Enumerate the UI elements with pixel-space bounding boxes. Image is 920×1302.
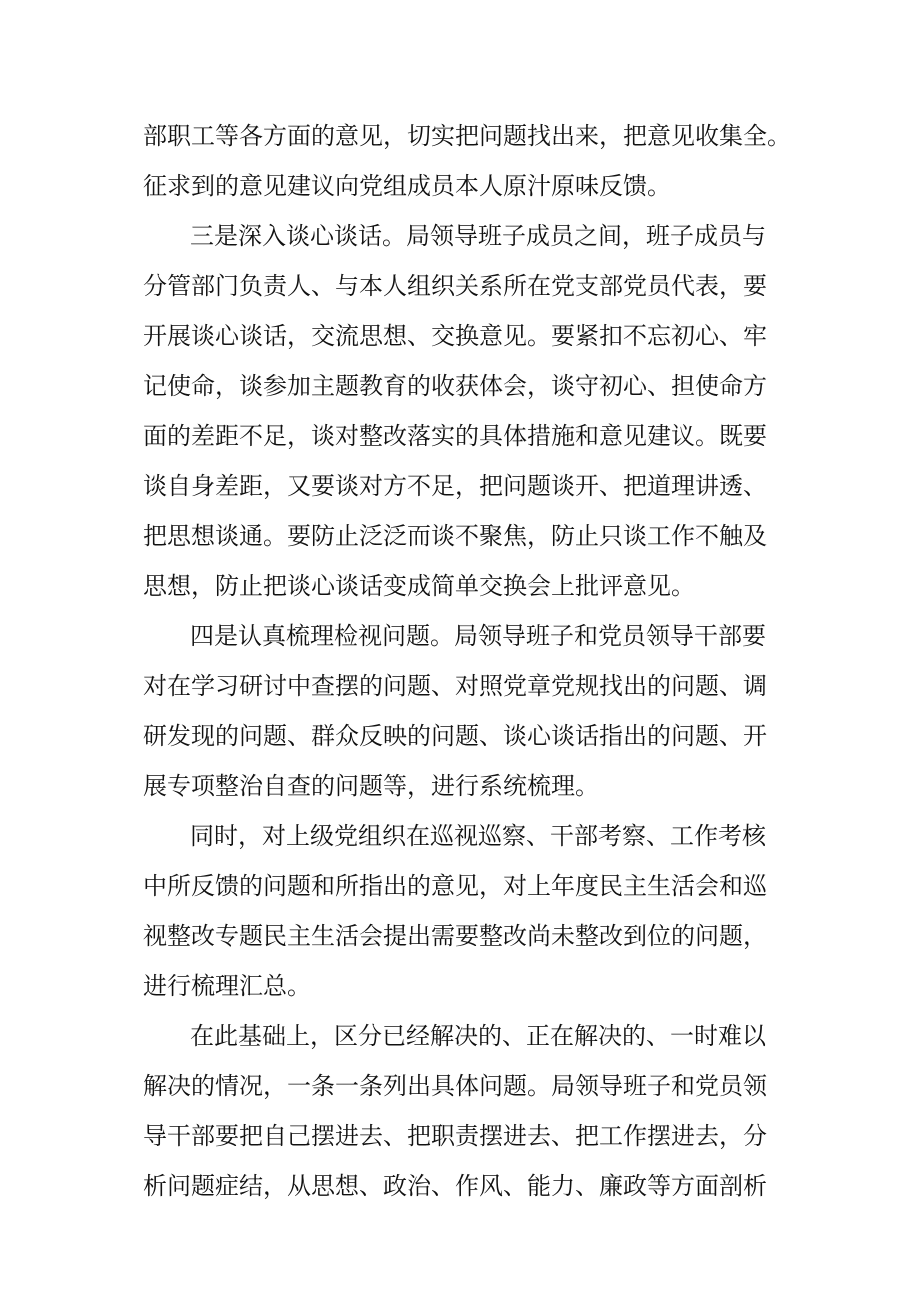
text-line: 中所反馈的问题和所指出的意见，对上年度民主生活会和巡 xyxy=(143,872,767,900)
text-line: 开展谈心谈话，交流思想、交换意见。要紧扣不忘初心、牢 xyxy=(143,322,767,350)
paragraph-start-line: 在此基础上，区分已经解决的、正在解决的、一时难以 xyxy=(190,1022,766,1050)
paragraph-start-line: 同时，对上级党组织在巡视巡察、干部考察、工作考核 xyxy=(190,822,766,850)
text-line: 对在学习研讨中查摆的问题、对照党章党规找出的问题、调 xyxy=(143,672,767,700)
text-line: 研发现的问题、群众反映的问题、谈心谈话指出的问题、开 xyxy=(143,722,767,750)
text-line: 解决的情况，一条一条列出具体问题。局领导班子和党员领 xyxy=(143,1072,767,1100)
text-line: 谈自身差距，又要谈对方不足，把问题谈开、把道理讲透、 xyxy=(143,472,767,500)
text-line: 分管部门负责人、与本人组织关系所在党支部党员代表，要 xyxy=(143,272,767,300)
text-line: 征求到的意见建议向党组成员本人原汁原味反馈。 xyxy=(143,172,671,200)
text-line: 思想，防止把谈心谈话变成简单交换会上批评意见。 xyxy=(143,572,695,600)
text-line: 部职工等各方面的意见，切实把问题找出来，把意见收集全。 xyxy=(143,122,791,150)
text-line: 展专项整治自查的问题等，进行系统梳理。 xyxy=(143,772,599,800)
text-line: 视整改专题民主生活会提出需要整改尚未整改到位的问题， xyxy=(143,922,767,950)
text-line: 把思想谈通。要防止泛泛而谈不聚焦，防止只谈工作不触及 xyxy=(143,522,767,550)
paragraph-start-line: 四是认真梳理检视问题。局领导班子和党员领导干部要 xyxy=(190,622,766,650)
text-line: 导干部要把自己摆进去、把职责摆进去、把工作摆进去，分 xyxy=(143,1122,767,1150)
text-line: 记使命，谈参加主题教育的收获体会，谈守初心、担使命方 xyxy=(143,372,767,400)
text-line: 析问题症结，从思想、政治、作风、能力、廉政等方面剖析 xyxy=(143,1172,767,1200)
paragraph-start-line: 三是深入谈心谈话。局领导班子成员之间，班子成员与 xyxy=(190,222,766,250)
text-line: 面的差距不足，谈对整改落实的具体措施和意见建议。既要 xyxy=(143,422,767,450)
text-line: 进行梳理汇总。 xyxy=(143,972,311,1000)
